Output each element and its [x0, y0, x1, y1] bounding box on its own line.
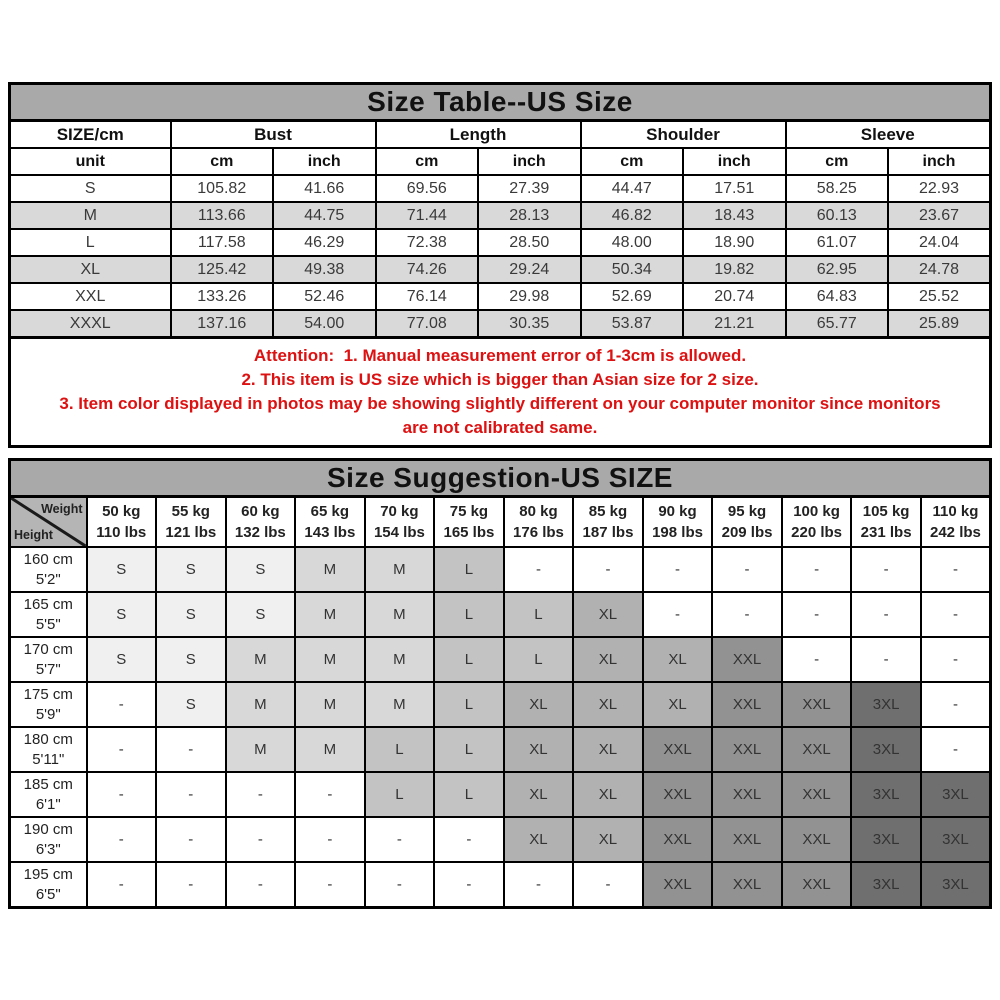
weight-header [643, 497, 713, 548]
size-label: XL [10, 256, 171, 283]
weight-kg: 60 kg [241, 503, 280, 520]
suggestion-cell: - [87, 682, 157, 727]
weight-header [712, 497, 782, 548]
suggestion-cell: M [365, 547, 435, 592]
suggestion-cell: XXL [712, 682, 782, 727]
weight-header [573, 497, 643, 548]
height-ft: 5'9" [35, 705, 61, 723]
measurement-value: 19.82 [683, 256, 786, 283]
measurement-value: 24.04 [888, 229, 991, 256]
weight-lbs: 209 lbs [721, 524, 773, 541]
size-label: XXXL [10, 310, 171, 338]
suggestion-cell: L [365, 727, 435, 772]
size-label: L [10, 229, 171, 256]
suggestion-cell: - [712, 592, 782, 637]
suggestion-title: Size Suggestion-US SIZE [327, 462, 673, 493]
weight-header [365, 497, 435, 548]
block-spacer [8, 448, 992, 458]
suggestion-cell: - [434, 862, 504, 908]
size-table-row [10, 310, 991, 338]
weight-kg: 105 kg [862, 503, 910, 520]
content-column [8, 82, 992, 909]
suggestion-cell: XXL [712, 637, 782, 682]
measurement-value: 24.78 [888, 256, 991, 283]
unit-inch: inch [683, 148, 786, 175]
suggestion-cell: - [921, 682, 991, 727]
corner-weight-label: Weight [41, 502, 83, 516]
size-table-title: Size Table--US Size [367, 86, 633, 117]
height-cm: 195 cm [23, 865, 73, 883]
suggestion-cell: M [226, 727, 296, 772]
suggestion-cell: XXL [712, 862, 782, 908]
weight-lbs: 231 lbs [860, 524, 912, 541]
suggestion-cell: XL [643, 637, 713, 682]
suggestion-cell: XXL [782, 862, 852, 908]
measurement-value: 117.58 [171, 229, 274, 256]
measurement-value: 48.00 [581, 229, 684, 256]
suggestion-cell: M [295, 637, 365, 682]
suggestion-table [8, 495, 992, 909]
weight-lbs: 242 lbs [930, 524, 981, 541]
unit-cm: cm [786, 148, 889, 175]
measurement-value: 52.46 [273, 283, 376, 310]
suggestion-row [10, 592, 991, 637]
measurement-value: 41.66 [273, 175, 376, 202]
weight-header [851, 497, 921, 548]
suggestion-cell: - [782, 547, 852, 592]
suggestion-cell: 3XL [921, 772, 991, 817]
measurement-value: 105.82 [171, 175, 274, 202]
measurement-value: 52.69 [581, 283, 684, 310]
suggestion-cell: - [921, 727, 991, 772]
weight-lbs: 220 lbs [791, 524, 843, 541]
suggestion-cell: XXL [643, 772, 713, 817]
size-label: XXL [10, 283, 171, 310]
suggestion-cell: XL [573, 637, 643, 682]
measurement-value: 53.87 [581, 310, 684, 338]
suggestion-cell: - [851, 592, 921, 637]
suggestion-cell: - [921, 547, 991, 592]
suggestion-row [10, 817, 991, 862]
suggestion-cell: - [712, 547, 782, 592]
suggestion-cell: - [156, 817, 226, 862]
measurement-value: 60.13 [786, 202, 889, 229]
weight-height-corner [10, 497, 87, 548]
suggestion-cell: M [365, 637, 435, 682]
height-ft: 6'5" [35, 885, 61, 903]
height-ft: 5'2" [35, 570, 61, 588]
suggestion-cell: XL [573, 592, 643, 637]
measurement-value: 54.00 [273, 310, 376, 338]
height-header [10, 772, 87, 817]
measurement-value: 49.38 [273, 256, 376, 283]
suggestion-row [10, 637, 991, 682]
unit-cm: cm [376, 148, 479, 175]
measurement-value: 137.16 [171, 310, 274, 338]
measurement-value: 28.13 [478, 202, 581, 229]
weight-kg: 90 kg [658, 503, 697, 520]
height-ft: 5'11" [32, 750, 65, 768]
suggestion-cell: XXL [712, 727, 782, 772]
height-header [10, 862, 87, 908]
height-cm: 175 cm [23, 685, 73, 703]
measurement-value: 22.93 [888, 175, 991, 202]
suggestion-cell: L [434, 592, 504, 637]
group-header-length: Length [376, 121, 581, 149]
measurement-value: 61.07 [786, 229, 889, 256]
suggestion-cell: XL [504, 682, 574, 727]
measurement-value: 62.95 [786, 256, 889, 283]
suggestion-cell: S [156, 682, 226, 727]
measurement-value: 76.14 [376, 283, 479, 310]
measurement-value: 30.35 [478, 310, 581, 338]
suggestion-cell: XXL [712, 772, 782, 817]
measurement-value: 74.26 [376, 256, 479, 283]
weight-lbs: 176 lbs [513, 524, 564, 541]
measurement-value: 27.39 [478, 175, 581, 202]
measurement-value: 23.67 [888, 202, 991, 229]
weight-lbs: 154 lbs [373, 524, 425, 541]
measurement-value: 44.47 [581, 175, 684, 202]
measurement-value: 65.77 [786, 310, 889, 338]
weight-lbs: 198 lbs [652, 524, 703, 541]
height-header [10, 817, 87, 862]
weight-lbs: 187 lbs [582, 524, 634, 541]
suggestion-cell: 3XL [851, 682, 921, 727]
suggestion-cell: M [365, 592, 435, 637]
unit-inch: inch [888, 148, 991, 175]
suggestion-cell: L [434, 772, 504, 817]
size-table-group-header-row [10, 121, 991, 149]
measurement-value: 18.90 [683, 229, 786, 256]
suggestion-cell: XL [573, 817, 643, 862]
unit-cm: cm [171, 148, 274, 175]
suggestion-cell: XXL [643, 862, 713, 908]
measurement-value: 133.26 [171, 283, 274, 310]
measurement-value: 77.08 [376, 310, 479, 338]
suggestion-cell: XXL [782, 682, 852, 727]
measurement-value: 72.38 [376, 229, 479, 256]
suggestion-cell: - [851, 547, 921, 592]
suggestion-cell: - [156, 862, 226, 908]
size-label: M [10, 202, 171, 229]
suggestion-cell: L [504, 637, 574, 682]
size-table-row [10, 283, 991, 310]
suggestion-title-bar [8, 458, 992, 498]
suggestion-cell: - [782, 637, 852, 682]
size-table [8, 119, 992, 339]
suggestion-cell: - [921, 637, 991, 682]
suggestion-table-body [10, 547, 991, 908]
measurement-value: 29.98 [478, 283, 581, 310]
suggestion-cell: S [156, 592, 226, 637]
measurement-value: 21.21 [683, 310, 786, 338]
suggestion-cell: XL [504, 817, 574, 862]
measurement-value: 25.52 [888, 283, 991, 310]
suggestion-cell: L [434, 637, 504, 682]
suggestion-cell: XXL [712, 817, 782, 862]
suggestion-cell: S [156, 547, 226, 592]
suggestion-cell: S [156, 637, 226, 682]
weight-header-row [10, 497, 991, 548]
height-cm: 180 cm [23, 730, 73, 748]
height-ft: 5'7" [35, 660, 61, 678]
attention-line: are not calibrated same. [402, 418, 598, 437]
weight-kg: 50 kg [102, 503, 141, 520]
height-header [10, 727, 87, 772]
suggestion-cell: M [295, 727, 365, 772]
height-cm: 185 cm [23, 775, 73, 793]
measurement-value: 28.50 [478, 229, 581, 256]
unit-inch: inch [273, 148, 376, 175]
suggestion-cell: M [295, 547, 365, 592]
suggestion-cell: XXL [782, 727, 852, 772]
weight-kg: 75 kg [449, 503, 489, 520]
size-label: S [10, 175, 171, 202]
height-ft: 6'1" [35, 795, 61, 813]
suggestion-cell: 3XL [921, 817, 991, 862]
suggestion-cell: - [643, 592, 713, 637]
suggestion-row [10, 772, 991, 817]
suggestion-cell: - [365, 862, 435, 908]
weight-header [295, 497, 365, 548]
measurement-value: 71.44 [376, 202, 479, 229]
height-header [10, 547, 87, 592]
weight-lbs: 121 lbs [165, 524, 217, 541]
height-cm: 170 cm [23, 640, 73, 658]
suggestion-cell: - [573, 862, 643, 908]
suggestion-cell: - [434, 817, 504, 862]
suggestion-cell: S [226, 592, 296, 637]
suggestion-cell: M [226, 637, 296, 682]
unit-inch: inch [478, 148, 581, 175]
suggestion-cell: XXL [643, 817, 713, 862]
weight-kg: 95 kg [727, 503, 767, 520]
suggestion-cell: XL [504, 727, 574, 772]
suggestion-cell: - [87, 772, 157, 817]
weight-header [226, 497, 296, 548]
suggestion-cell: - [226, 817, 296, 862]
suggestion-row [10, 862, 991, 908]
weight-kg: 65 kg [310, 503, 350, 520]
measurement-value: 50.34 [581, 256, 684, 283]
suggestion-cell: L [504, 592, 574, 637]
suggestion-cell: 3XL [851, 862, 921, 908]
weight-lbs: 165 lbs [443, 524, 495, 541]
suggestion-cell: - [782, 592, 852, 637]
suggestion-cell: S [87, 592, 157, 637]
size-table-row [10, 175, 991, 202]
suggestion-cell: M [365, 682, 435, 727]
weight-header [87, 497, 157, 548]
size-table-row [10, 256, 991, 283]
measurement-value: 44.75 [273, 202, 376, 229]
suggestion-cell: M [226, 682, 296, 727]
attention-box [8, 336, 992, 448]
suggestion-cell: - [226, 772, 296, 817]
weight-header [921, 497, 991, 548]
weight-header [156, 497, 226, 548]
suggestion-cell: - [504, 547, 574, 592]
size-table-row [10, 229, 991, 256]
suggestion-cell: 3XL [851, 772, 921, 817]
weight-kg: 85 kg [588, 503, 628, 520]
suggestion-cell: L [434, 727, 504, 772]
size-table-body [10, 175, 991, 338]
suggestion-cell: S [87, 637, 157, 682]
suggestion-cell: - [365, 817, 435, 862]
weight-lbs: 132 lbs [234, 524, 286, 541]
weight-kg: 110 kg [932, 503, 979, 520]
height-header [10, 592, 87, 637]
unit-label: unit [10, 148, 171, 175]
suggestion-cell: - [573, 547, 643, 592]
measurement-value: 113.66 [171, 202, 274, 229]
weight-header [782, 497, 852, 548]
suggestion-cell: - [504, 862, 574, 908]
suggestion-cell: S [226, 547, 296, 592]
suggestion-row [10, 682, 991, 727]
group-header-bust: Bust [171, 121, 376, 149]
suggestion-cell: - [295, 862, 365, 908]
height-header [10, 682, 87, 727]
suggestion-cell: XL [504, 772, 574, 817]
height-ft: 5'5" [35, 615, 61, 633]
size-table-title-bar [8, 82, 992, 122]
measurement-value: 125.42 [171, 256, 274, 283]
measurement-value: 64.83 [786, 283, 889, 310]
measurement-value: 69.56 [376, 175, 479, 202]
suggestion-cell: M [295, 592, 365, 637]
weight-kg: 100 kg [793, 503, 840, 520]
attention-line: 2. This item is US size which is bigger than Asian size for 2 size. [241, 370, 759, 389]
measurement-value: 20.74 [683, 283, 786, 310]
suggestion-cell: - [87, 862, 157, 908]
height-header [10, 637, 87, 682]
suggestion-cell: - [851, 637, 921, 682]
suggestion-cell: - [295, 772, 365, 817]
suggestion-cell: - [921, 592, 991, 637]
suggestion-cell: 3XL [921, 862, 991, 908]
weight-kg: 80 kg [519, 503, 558, 520]
suggestion-cell: XL [573, 727, 643, 772]
suggestion-cell: - [643, 547, 713, 592]
suggestion-cell: L [434, 682, 504, 727]
suggestion-cell: XL [643, 682, 713, 727]
weight-lbs: 110 lbs [96, 524, 147, 541]
measurement-value: 17.51 [683, 175, 786, 202]
height-cm: 165 cm [23, 595, 73, 613]
suggestion-cell: - [226, 862, 296, 908]
suggestion-cell: L [434, 547, 504, 592]
measurement-value: 25.89 [888, 310, 991, 338]
weight-header [504, 497, 574, 548]
suggestion-cell: - [295, 817, 365, 862]
suggestion-cell: M [295, 682, 365, 727]
measurement-value: 29.24 [478, 256, 581, 283]
suggestion-cell: L [365, 772, 435, 817]
suggestion-cell: 3XL [851, 817, 921, 862]
unit-cm: cm [581, 148, 684, 175]
suggestion-cell: 3XL [851, 727, 921, 772]
height-cm: 160 cm [23, 550, 73, 568]
corner-height-label: Height [14, 528, 53, 542]
suggestion-cell: XXL [782, 817, 852, 862]
suggestion-cell: - [87, 817, 157, 862]
size-table-unit-row [10, 148, 991, 175]
suggestion-row [10, 727, 991, 772]
suggestion-cell: S [87, 547, 157, 592]
weight-kg: 55 kg [171, 503, 210, 520]
weight-header [434, 497, 504, 548]
weight-kg: 70 kg [380, 503, 419, 520]
height-cm: 190 cm [23, 820, 73, 838]
measurement-value: 18.43 [683, 202, 786, 229]
suggestion-cell: XXL [643, 727, 713, 772]
suggestion-cell: - [156, 727, 226, 772]
measurement-value: 46.29 [273, 229, 376, 256]
suggestion-cell: - [87, 727, 157, 772]
measurement-value: 58.25 [786, 175, 889, 202]
group-header-shoulder: Shoulder [581, 121, 786, 149]
measurement-value: 46.82 [581, 202, 684, 229]
size-table-row [10, 202, 991, 229]
group-header-sleeve: Sleeve [786, 121, 991, 149]
height-ft: 6'3" [35, 840, 61, 858]
attention-line: Attention: 1. Manual measurement error of 1-3cm is allowed. [253, 346, 747, 365]
suggestion-cell: - [156, 772, 226, 817]
attention-line: 3. Item color displayed in photos may be showing slightly different on your computer monitor since monitors [59, 394, 941, 413]
suggestion-cell: XXL [782, 772, 852, 817]
suggestion-row [10, 547, 991, 592]
suggestion-cell: XL [573, 772, 643, 817]
weight-lbs: 143 lbs [304, 524, 356, 541]
suggestion-cell: XL [573, 682, 643, 727]
size-col-header: SIZE/cm [10, 121, 171, 149]
